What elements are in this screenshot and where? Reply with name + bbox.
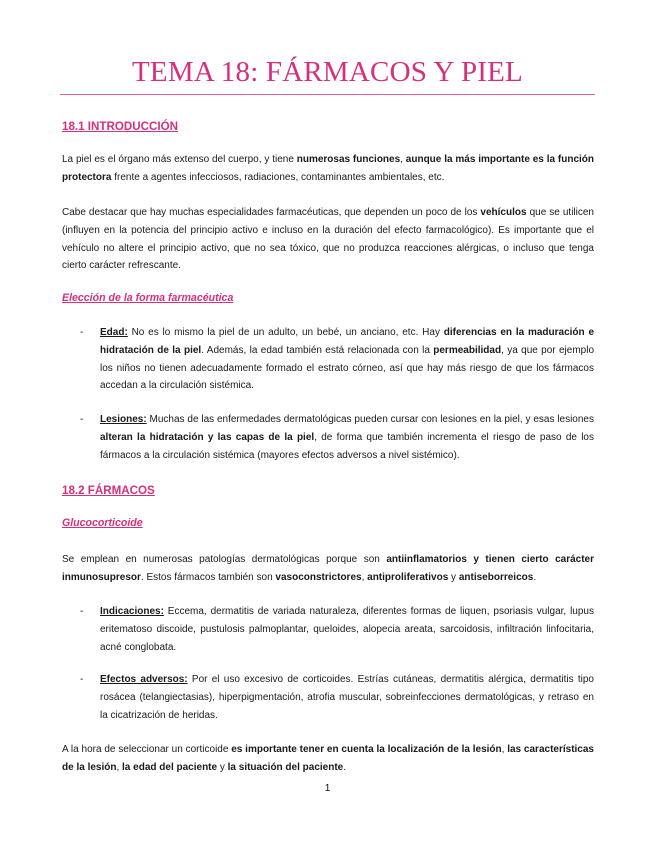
- list-item-edad: Edad: No es lo mismo la piel de un adulto, un bebé, un anciano, etc. Hay diferencias en la maduración e hidratación de la piel. Además, la edad también está relacionada con la permeabilidad, ya que por ejemplo los niños no tienen adecuadamente formado el estrato córneo, así que hay más riesgo de que los fármacos accedan a la circulación sistémica.: [100, 327, 595, 392]
- intro-paragraph-2: Cabe destacar que hay muchas especialidades farmacéuticas, que dependen un poco de los vehículos que se utilicen (influyen en la potencia del principio activo e incluso en la duración del efecto farmacológico). Es importante que el vehículo no altere el principio activo, que no sea tóxico, que no produzca reacciones alérgicas, o incluso que tenga cierto carácter refrescante.: [62, 207, 594, 272]
- section-heading-farmacos: 18.2 FÁRMACOS: [62, 484, 155, 497]
- subheading-forma-farmaceutica: Elección de la forma farmacéutica: [62, 292, 234, 304]
- list-item-lesiones: Lesiones: Muchas de las enfermedades dermatológicas pueden cursar con lesiones en la piel, y esas lesiones alteran la hidratación y las capas de la piel, de forma que también incrementa el riesgo de paso de los fármacos a la circulación sistémica (mayores efectos adversos a nivel sistémico).: [100, 414, 594, 461]
- list-bullet: -: [80, 674, 84, 685]
- list-item-efectos-adversos: Efectos adversos: Por el uso excesivo de corticoides. Estrías cutáneas, dermatitis alérgica, dermatitis tipo rosácea (telangiectasias), hiperpigmentación, atrofia muscular, sobreinfecciones dermatológicas, y retraso en la cicatrización de heridas.: [100, 674, 594, 721]
- list-bullet: -: [80, 606, 84, 617]
- subheading-glucocorticoide: Glucocorticoide: [62, 517, 143, 529]
- glucocorticoide-paragraph: Se emplean en numerosas patologías dermatológicas porque son antiinflamatorios y tienen cierto carácter inmunosupresor. Estos fármacos también son vasoconstrictores, antiproliferativos y antiseborreicos.: [62, 554, 594, 583]
- list-item-indicaciones: Indicaciones: Eccema, dermatitis de variada naturaleza, diferentes formas de liquen, psoriasis vulgar, lupus eritematoso discoide, pustulosis palmoplantar, queloides, alopecia areata, sarcoidosis, infiltración linfocitaria, acné conglobata.: [100, 606, 594, 653]
- page-number: 1: [324, 782, 331, 794]
- list-bullet: -: [80, 327, 84, 338]
- title-divider: [60, 94, 595, 95]
- section-heading-introduccion: 18.1 INTRODUCCIÓN: [62, 120, 178, 133]
- corticoide-selection-paragraph: A la hora de seleccionar un corticoide es importante tener en cuenta la localización de la lesión, las características de la lesión, la edad del paciente y la situación del paciente.: [62, 744, 594, 773]
- list-bullet: -: [80, 414, 84, 425]
- page-title: TEMA 18: FÁRMACOS Y PIEL: [132, 56, 523, 88]
- intro-paragraph-1: La piel es el órgano más extenso del cuerpo, y tiene numerosas funciones, aunque la más importante es la función protectora frente a agentes infecciosos, radiaciones, contaminantes ambientales, etc.: [62, 154, 594, 183]
